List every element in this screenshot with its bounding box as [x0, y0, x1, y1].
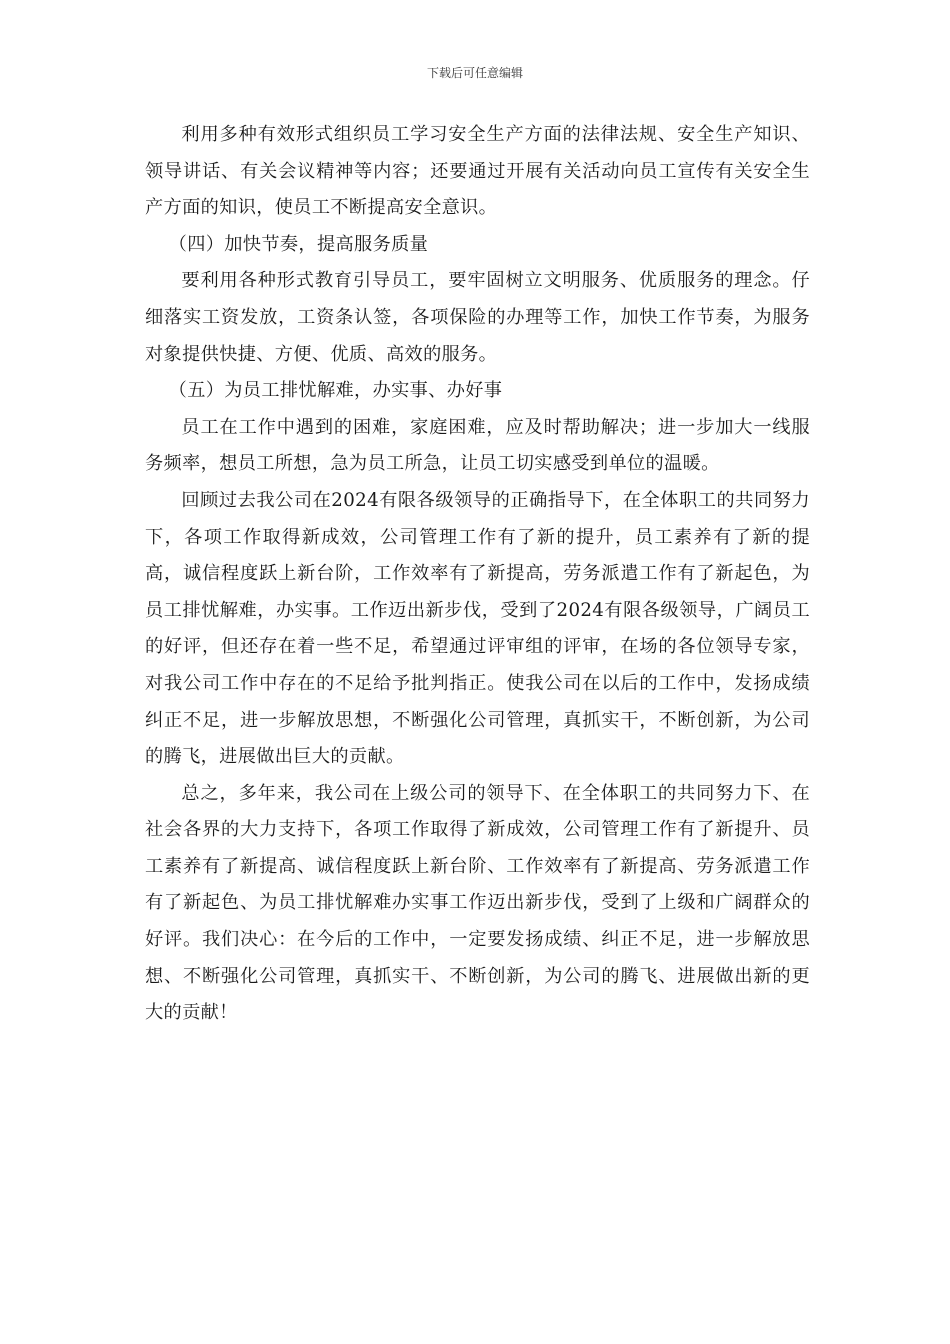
paragraph-conclusion: 总之，多年来，我公司在上级公司的领导下、在全体职工的共同努力下、在社会各界的大力支持下，各项工作取得了新成效，公司管理工作有了新提升、员工素养有了新提高、诚信程度跃上新台阶、工作效率有了新提高、劳务派遣工作有了新起色、为员工排忧解难办实事工作迈出新步伐，受到了上级和广阔群众的好评。我们决心：在今后的工作中，一定要发扬成绩、纠正不足，进一步解放思想、不断强化公司管理，真抓实干、不断创新，为公司的腾飞、进展做出新的更大的贡献！ — [145, 782, 810, 1024]
paragraph-safety-training: 利用多种有效形式组织员工学习安全生产方面的法律法规、安全生产知识、领导讲话、有关会议精神等内容；还要通过开展有关活动向员工宣传有关安全生产方面的知识，使员工不断提高安全意识。 — [145, 124, 810, 219]
section-heading-4: （四）加快节奏，提高服务质量 — [168, 233, 429, 255]
document-body — [145, 117, 810, 1032]
paragraph-review: 回顾过去我公司在2024有限各级领导的正确指导下，在全体职工的共同努力下，各项工作取得新成效，公司管理工作有了新的提升，员工素养有了新的提高，诚信程度跃上新台阶，工作效率有了新提高，劳务派遣工作有了新起色，为员工排忧解难，办实事。工作迈出新步伐，受到了2024有限各级领导，广阔员工的好评，但还存在着一些不足，希望通过评审组的评审，在场的各位领导专家，对我公司工作中存在的不足给予批判指正。使我公司在以后的工作中，发扬成绩纠正不足，进一步解放思想，不断强化公司管理，真抓实干，不断创新，为公司的腾飞，进展做出巨大的贡献。 — [145, 489, 810, 768]
section-heading-5: （五）为员工排忧解难，办实事、办好事 — [168, 380, 503, 402]
paragraph-service-quality: 要利用各种形式教育引导员工，要牢固树立文明服务、优质服务的理念。仔细落实工资发放，工资条认签，各项保险的办理等工作，加快工作节奏，为服务对象提供快捷、方便、优质、高效的服务。 — [145, 270, 810, 365]
page-header-note: 下载后可任意编辑 — [426, 66, 523, 80]
paragraph-employee-help: 员工在工作中遇到的困难，家庭困难，应及时帮助解决；进一步加大一线服务频率，想员工所想，急为员工所急，让员工切实感受到单位的温暖。 — [145, 416, 810, 475]
